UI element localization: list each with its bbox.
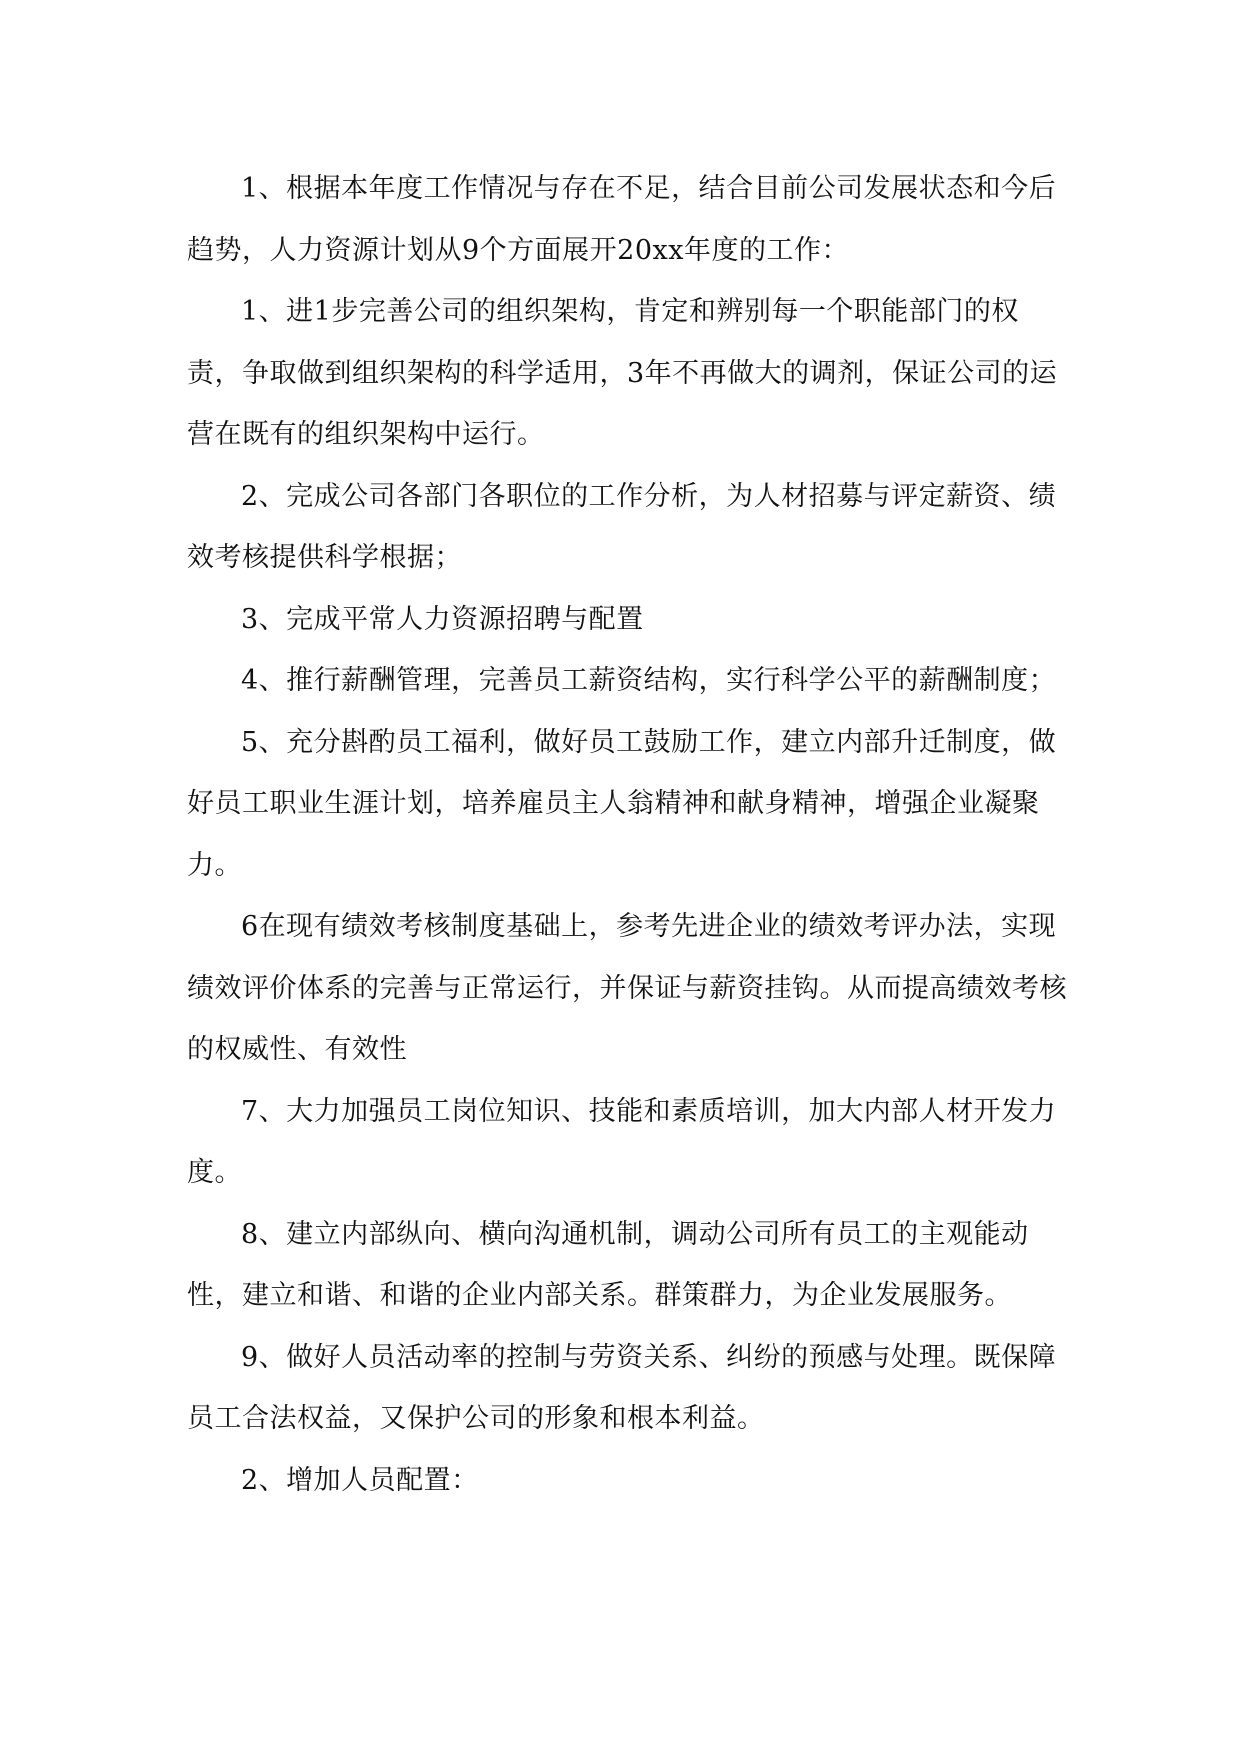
section-heading-staffing: 2、增加人员配置： (241, 1464, 479, 1496)
paragraph-item-3: 3、完成平常人力资源招聘与配置 (241, 603, 644, 635)
paragraph-item-1: 1、进1步完善公司的组织架构，肯定和辨别每一个职能部门的权责，争取做到组织架构的科学适用，3年不再做大的调剂，保证公司的运营在既有的组织架构中运行。 (187, 296, 1058, 450)
paragraph-intro: 1、根据本年度工作情况与存在不足，结合目前公司发展状态和今后趋势，人力资源计划从9个方面展开20xx年度的工作： (187, 173, 1057, 266)
paragraph-item-7: 7、大力加强员工岗位知识、技能和素质培训，加大内部人材开发力度。 (187, 1095, 1057, 1188)
paragraph-item-6: 6在现有绩效考核制度基础上，参考先进企业的绩效考评办法，实现绩效评价体系的完善与正常运行，并保证与薪资挂钩。从而提高绩效考核的权威性、有效性 (187, 911, 1067, 1065)
paragraph-item-2: 2、完成公司各部门各职位的工作分析，为人材招募与评定薪资、绩效考核提供科学根据； (187, 480, 1057, 573)
paragraph-item-8: 8、建立内部纵向、横向沟通机制，调动公司所有员工的主观能动性，建立和谐、和谐的企业内部关系。群策群力，为企业发展服务。 (187, 1218, 1029, 1311)
paragraph-item-9: 9、做好人员活动率的控制与劳资关系、纠纷的预感与处理。既保障员工合法权益，又保护公司的形象和根本利益。 (187, 1341, 1057, 1434)
paragraph-item-5: 5、充分斟酌员工福利，做好员工鼓励工作，建立内部升迁制度，做好员工职业生涯计划，培养雇员主人翁精神和献身精神，增强企业凝聚力。 (187, 726, 1057, 881)
document-body (187, 158, 1067, 1511)
paragraph-item-4: 4、推行薪酬管理，完善员工薪资结构，实行科学公平的薪酬制度； (241, 665, 1057, 696)
